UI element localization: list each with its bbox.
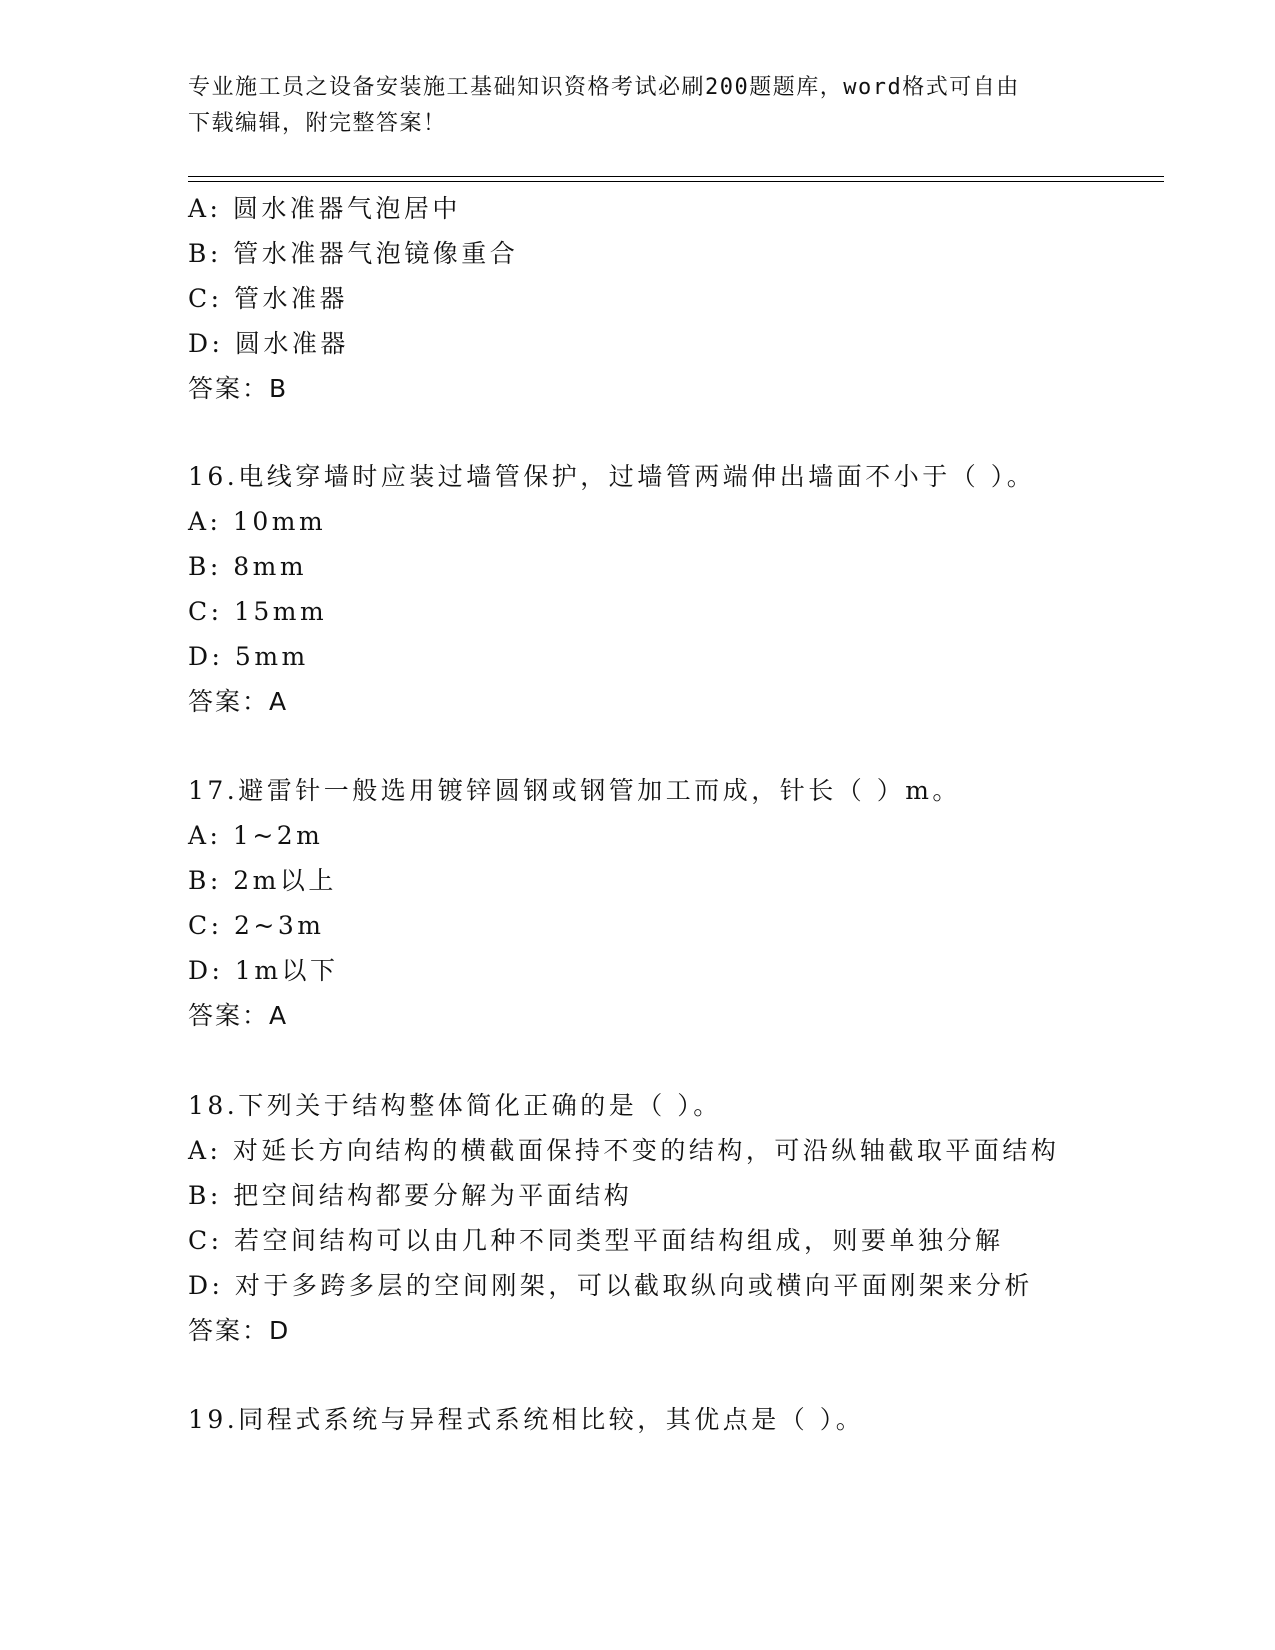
q18-option-b: B: 把空间结构都要分解为平面结构 — [188, 1181, 633, 1210]
q18-option-a: A: 对延长方向结构的横截面保持不变的结构，可沿纵轴截取平面结构 — [188, 1136, 1060, 1165]
q17-option-c: C: 2~3m — [188, 911, 325, 940]
header-line-2: 下载编辑，附完整答案！ — [188, 111, 447, 136]
q17-option-b: B: 2m以上 — [188, 866, 337, 895]
q18-answer: 答案：D — [188, 1316, 291, 1345]
q15-option-c: C: 管水准器 — [188, 284, 348, 313]
q15-option-d: D: 圆水准器 — [188, 329, 349, 358]
q17-stem: 17.避雷针一般选用镀锌圆钢或钢管加工而成，针长（ ）m。 — [188, 776, 961, 805]
q16-stem: 16.电线穿墙时应装过墙管保护，过墙管两端伸出墙面不小于（ ）。 — [188, 462, 1036, 491]
q15-option-b: B: 管水准器气泡镜像重合 — [188, 239, 519, 268]
document-header — [188, 70, 1068, 142]
q16-option-c: C: 15mm — [188, 597, 328, 626]
q15-option-a: A: 圆水准器气泡居中 — [188, 194, 461, 223]
header-line-1: 专业施工员之设备安装施工基础知识资格考试必刷200题题库，word格式可自由 — [188, 75, 1020, 100]
q16-option-d: D: 5mm — [188, 642, 309, 671]
q15-answer: 答案：B — [188, 374, 289, 403]
q16-option-b: B: 8mm — [188, 552, 308, 581]
q17-option-a: A: 1~2m — [188, 821, 324, 850]
q17-answer: 答案：A — [188, 1001, 289, 1030]
q16-option-a: A: 10mm — [188, 507, 327, 536]
q18-option-d: D: 对于多跨多层的空间刚架，可以截取纵向或横向平面刚架来分析 — [188, 1271, 1033, 1300]
header-divider-bottom — [188, 181, 1164, 182]
q16-answer: 答案：A — [188, 687, 289, 716]
q17-option-d: D: 1m以下 — [188, 956, 339, 985]
q19-stem: 19.同程式系统与异程式系统相比较，其优点是（ ）。 — [188, 1405, 865, 1434]
q18-option-c: C: 若空间结构可以由几种不同类型平面结构组成，则要单独分解 — [188, 1226, 1004, 1255]
header-divider-top — [188, 176, 1164, 177]
q18-stem: 18.下列关于结构整体简化正确的是（ ）。 — [188, 1091, 722, 1120]
